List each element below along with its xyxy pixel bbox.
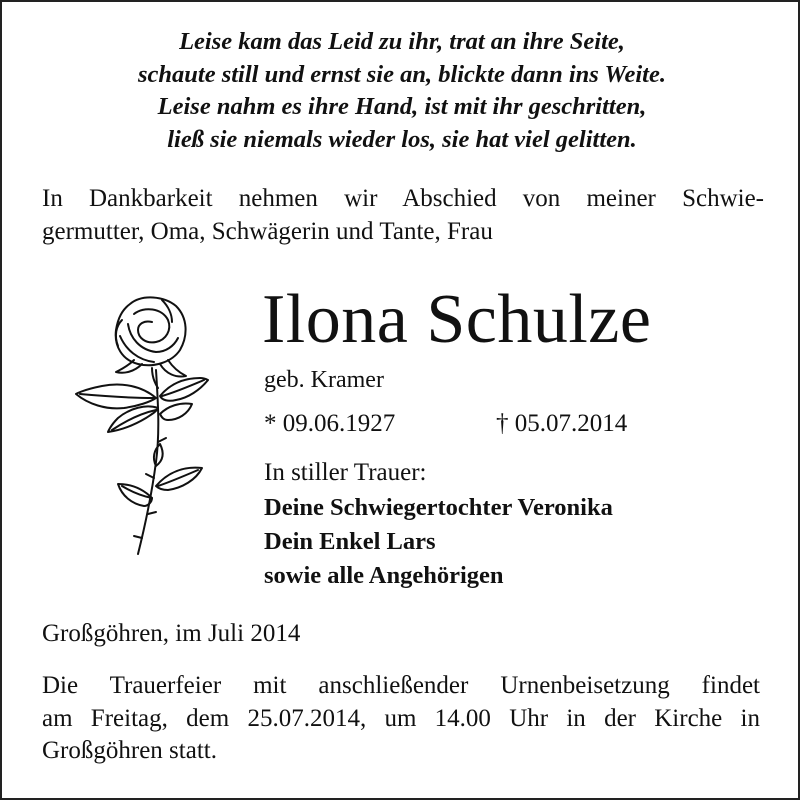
funeral-details bbox=[42, 670, 760, 768]
funeral-line: am Freitag, dem 25.07.2014, um 14.00 Uhr in der Kirche in bbox=[42, 704, 760, 732]
intro-text bbox=[42, 182, 764, 248]
intro-line: germutter, Oma, Schwägerin und Tante, Frau bbox=[42, 218, 493, 245]
poem bbox=[42, 26, 762, 156]
funeral-line: Großgöhren statt. bbox=[42, 737, 217, 764]
death-date: † 05.07.2014 bbox=[496, 410, 628, 437]
mourning-heading: In stiller Trauer: bbox=[264, 459, 427, 486]
place-date: Großgöhren, im Juli 2014 bbox=[42, 620, 301, 647]
poem-line: Leise kam das Leid zu ihr, trat an ihre Seite, bbox=[179, 28, 625, 55]
deceased-name: Ilona Schulze bbox=[262, 281, 652, 358]
funeral-line: Die Trauerfeier mit anschließender Urnenbeisetzung findet bbox=[42, 672, 760, 699]
maiden-name: geb. Kramer bbox=[264, 367, 384, 393]
mourner: Dein Enkel Lars bbox=[264, 528, 436, 555]
mourner: Deine Schwiegertochter Veronika bbox=[264, 494, 613, 521]
poem-line: Leise nahm es ihre Hand, ist mit ihr geschritten, bbox=[157, 93, 647, 120]
birth-date: * 09.06.1927 bbox=[264, 410, 396, 437]
intro-line: In Dankbarkeit nehmen wir Abschied von meiner Schwie- bbox=[42, 185, 764, 212]
poem-line: schaute still und ernst sie an, blickte dann ins Weite. bbox=[138, 60, 666, 88]
mourners-list bbox=[264, 491, 613, 593]
mourner: sowie alle Angehörigen bbox=[264, 562, 504, 589]
poem-line: ließ sie niemals wieder los, sie hat viel gelitten. bbox=[167, 125, 637, 153]
rose-icon bbox=[72, 292, 212, 572]
